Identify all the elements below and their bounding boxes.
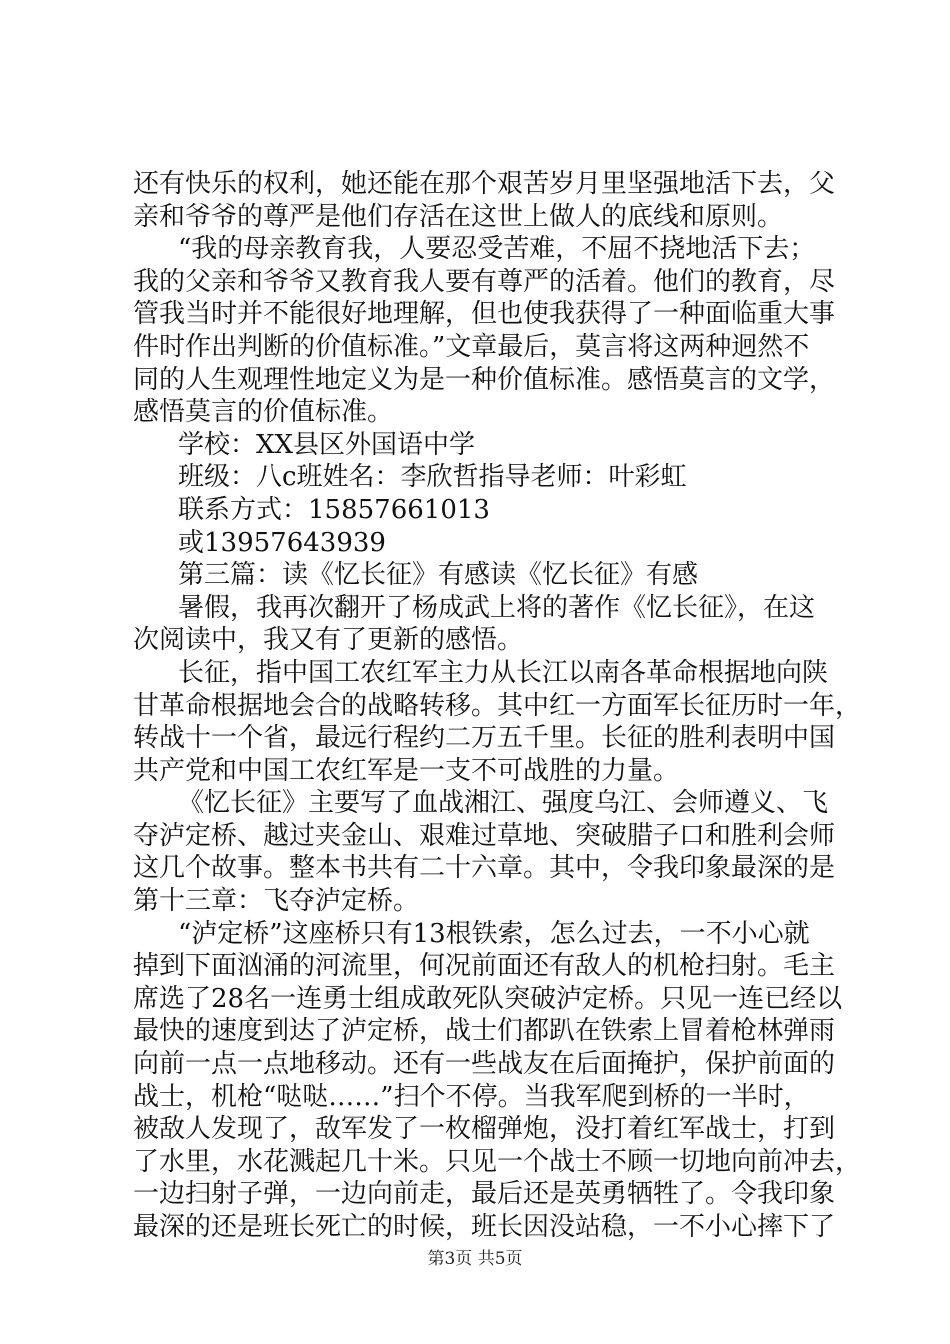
text-line: 最深的还是班长死亡的时候，班长因没站稳，一不小心摔下了: [133, 1212, 836, 1242]
body-text: [133, 168, 862, 1244]
text-line: 甘革命根据地会合的战略转移。其中红一方面军长征历时一年，: [133, 690, 862, 721]
text-line: 向前一点一点地移动。还有一些战友在后面掩护，保护前面的: [133, 1049, 836, 1080]
text-line: 同的人生观理性地定义为是一种价值标准。感悟莫言的文学，: [133, 364, 836, 395]
text-line: 第三篇：读《忆长征》有感读《忆长征》有感: [178, 560, 699, 591]
text-line: 班级：八c班姓名：李欣哲指导老师：叶彩虹: [178, 462, 687, 493]
text-line: 亲和爷爷的尊严是他们存活在这世上做人的底线和原则。: [133, 201, 784, 232]
text-line: 或13957643939: [178, 527, 386, 558]
text-line: 件时作出判断的价值标准。”文章最后，莫言将这两种迥然不: [133, 331, 810, 362]
text-line: 战士，机枪“哒哒……”扫个不停。当我军爬到桥的一半时，: [133, 1081, 810, 1112]
text-line: 暑假，我再次翻开了杨成武上将的著作《忆长征》，在这: [178, 592, 816, 623]
text-line: 《忆长征》主要写了血战湘江、强度乌江、会师遵义、飞: [178, 788, 829, 819]
text-line: 了水里，水花溅起几十米。只见一个战士不顾一切地向前冲去，: [133, 1146, 862, 1177]
text-line: 共产党和中国工农红军是一支不可战胜的力量。: [133, 755, 680, 786]
text-line: 转战十一个省，最远行程约二万五千里。长征的胜利表明中国: [133, 723, 836, 754]
text-line: 感悟莫言的价值标准。: [133, 397, 394, 428]
text-line: 夺泸定桥、越过夹金山、艰难过草地、突破腊子口和胜利会师: [133, 820, 836, 851]
text-line: 我的父亲和爷爷又教育我人要有尊严的活着。他们的教育，尽: [133, 266, 836, 297]
text-line: 还有快乐的权利，她还能在那个艰苦岁月里坚强地活下去，父: [133, 169, 836, 199]
text-line: 掉到下面汹涌的河流里，何况前面还有敌人的机枪扫射。毛主: [133, 951, 836, 982]
text-line: 管我当时并不能很好地理解，但也使我获得了一种面临重大事: [133, 299, 836, 330]
text-line: 这几个故事。整本书共有二十六章。其中，令我印象最深的是: [133, 853, 836, 884]
text-line: 次阅读中，我又有了更新的感悟。: [133, 625, 524, 656]
text-line: “泸定桥”这座桥只有13根铁索，怎么过去，一不小心就: [178, 918, 810, 949]
text-line: “我的母亲教育我，人要忍受苦难，不屈不挠地活下去；: [178, 234, 816, 265]
text-line: 一边扫射子弹，一边向前走，最后还是英勇牺牲了。令我印象: [133, 1179, 836, 1210]
text-line: 联系方式：15857661013: [178, 494, 490, 525]
page-footer: 第3页 共5页: [427, 1249, 523, 1269]
text-line: 最快的速度到达了泸定桥，战士们都趴在铁索上冒着枪林弹雨: [133, 1016, 836, 1047]
text-line: 被敌人发现了，敌军发了一枚榴弹炮，没打着红军战士，打到: [133, 1114, 836, 1145]
text-line: 长征，指中国工农红军主力从长江以南各革命根据地向陕: [178, 657, 829, 688]
text-line: 第十三章：飞夺泸定桥。: [133, 886, 420, 917]
text-line: 学校：XX县区外国语中学: [178, 429, 476, 460]
text-line: 席选了28名一连勇士组成敢死队突破泸定桥。只见一连已经以: [133, 983, 843, 1014]
